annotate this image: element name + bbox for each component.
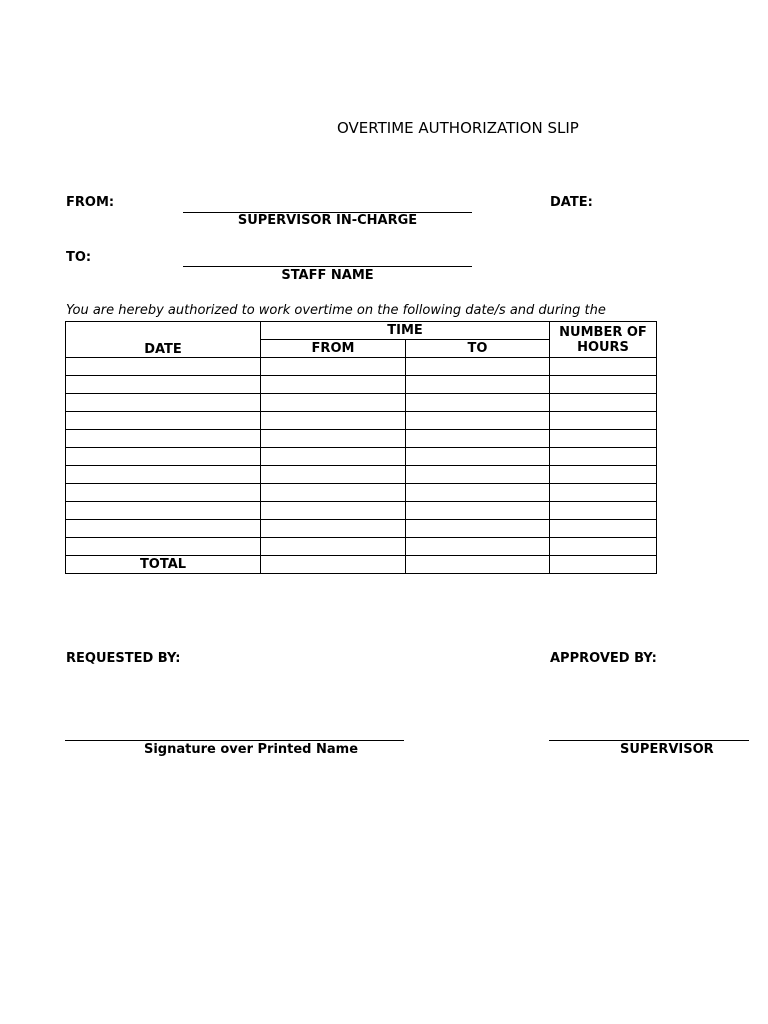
table-header-row: [66, 322, 657, 340]
hours-cell[interactable]: [550, 520, 657, 538]
hours-cell[interactable]: [550, 376, 657, 394]
column-header-hours-line1: NUMBER OF: [559, 324, 647, 340]
time-from-cell[interactable]: [261, 538, 406, 556]
date-cell[interactable]: [66, 520, 261, 538]
to-caption: STAFF NAME: [281, 268, 374, 283]
time-to-cell[interactable]: [406, 394, 550, 412]
date-cell[interactable]: [66, 538, 261, 556]
hours-cell[interactable]: [550, 466, 657, 484]
table-row: [66, 358, 657, 376]
requested-by-label: REQUESTED BY:: [66, 651, 181, 666]
time-to-cell[interactable]: [406, 466, 550, 484]
time-from-cell[interactable]: [261, 394, 406, 412]
table-row: [66, 466, 657, 484]
time-to-cell[interactable]: [406, 376, 550, 394]
table-row: [66, 412, 657, 430]
table-row: [66, 484, 657, 502]
total-label: TOTAL: [66, 556, 261, 574]
approved-by-label: APPROVED BY:: [550, 651, 657, 666]
hours-cell[interactable]: [550, 448, 657, 466]
column-header-hours-line2: HOURS: [577, 339, 629, 355]
date-cell[interactable]: [66, 448, 261, 466]
column-header-hours: [550, 322, 657, 358]
total-from-cell[interactable]: [261, 556, 406, 574]
time-from-cell[interactable]: [261, 466, 406, 484]
date-cell[interactable]: [66, 376, 261, 394]
from-caption: SUPERVISOR IN-CHARGE: [237, 213, 418, 228]
time-to-cell[interactable]: [406, 448, 550, 466]
time-from-cell[interactable]: [261, 484, 406, 502]
date-cell[interactable]: [66, 484, 261, 502]
time-from-cell[interactable]: [261, 376, 406, 394]
table-row: [66, 448, 657, 466]
hours-cell[interactable]: [550, 538, 657, 556]
intro-text: You are hereby authorized to work overtime on the following date/s and during the: [66, 303, 606, 318]
column-header-date: DATE: [66, 322, 261, 358]
table-row: [66, 376, 657, 394]
requested-signature-caption: Signature over Printed Name: [143, 742, 359, 757]
date-label: DATE:: [550, 195, 593, 210]
total-to-cell[interactable]: [406, 556, 550, 574]
time-to-cell[interactable]: [406, 430, 550, 448]
time-from-cell[interactable]: [261, 412, 406, 430]
time-from-cell[interactable]: [261, 448, 406, 466]
requested-signature-line: [65, 740, 404, 741]
hours-cell[interactable]: [550, 412, 657, 430]
time-to-cell[interactable]: [406, 520, 550, 538]
hours-cell[interactable]: [550, 502, 657, 520]
approved-signature-caption: SUPERVISOR: [620, 742, 714, 757]
hours-cell[interactable]: [550, 358, 657, 376]
from-label: FROM:: [66, 195, 115, 210]
date-cell[interactable]: [66, 394, 261, 412]
hours-cell[interactable]: [550, 430, 657, 448]
date-cell[interactable]: [66, 412, 261, 430]
column-header-to: TO: [406, 340, 550, 358]
column-header-from: FROM: [261, 340, 406, 358]
hours-cell[interactable]: [550, 484, 657, 502]
time-to-cell[interactable]: [406, 538, 550, 556]
time-to-cell[interactable]: [406, 484, 550, 502]
time-from-cell[interactable]: [261, 430, 406, 448]
table-row: [66, 520, 657, 538]
approved-signature-line: [549, 740, 749, 741]
overtime-table: [65, 321, 657, 574]
table-row: [66, 502, 657, 520]
date-cell[interactable]: [66, 358, 261, 376]
table-row: [66, 538, 657, 556]
to-signature-line: [183, 266, 472, 267]
time-to-cell[interactable]: [406, 502, 550, 520]
time-to-cell[interactable]: [406, 358, 550, 376]
to-label: TO:: [66, 250, 92, 265]
date-cell[interactable]: [66, 430, 261, 448]
date-cell[interactable]: [66, 466, 261, 484]
time-from-cell[interactable]: [261, 520, 406, 538]
time-to-cell[interactable]: [406, 412, 550, 430]
total-hours-cell[interactable]: [550, 556, 657, 574]
time-from-cell[interactable]: [261, 502, 406, 520]
time-from-cell[interactable]: [261, 358, 406, 376]
table-row: [66, 394, 657, 412]
document-title: OVERTIME AUTHORIZATION SLIP: [337, 119, 579, 137]
hours-cell[interactable]: [550, 394, 657, 412]
table-row: [66, 430, 657, 448]
date-cell[interactable]: [66, 502, 261, 520]
total-row: [66, 556, 657, 574]
column-header-time: TIME: [261, 322, 550, 340]
